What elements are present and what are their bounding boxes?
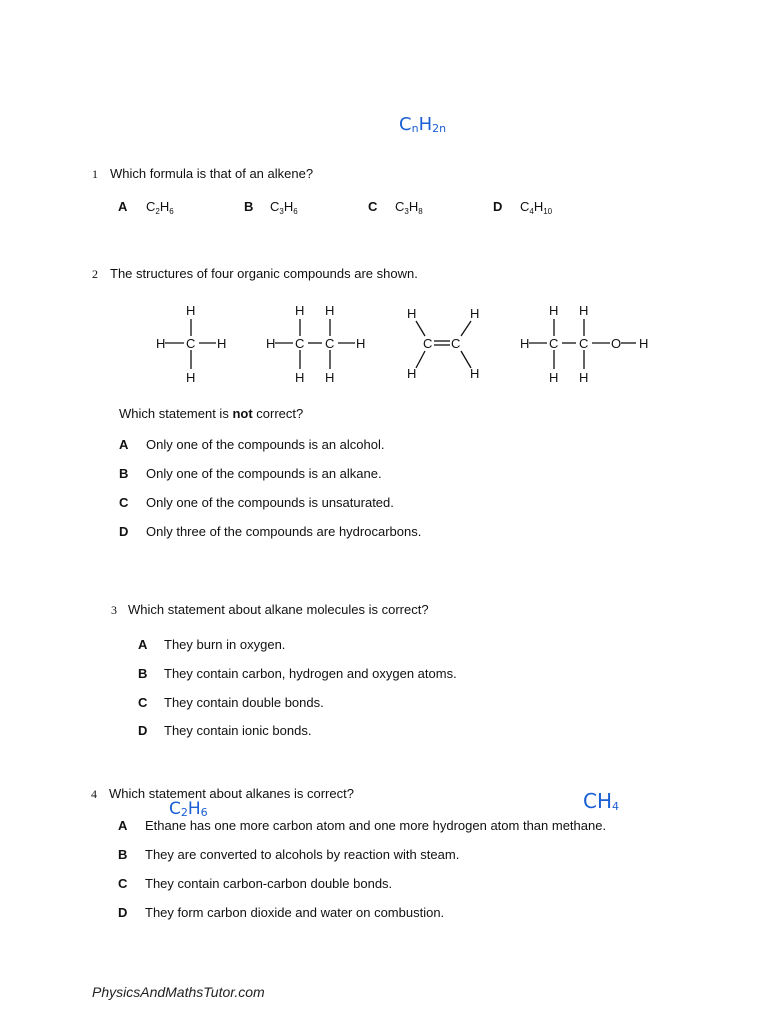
ethane-h-top-1: H	[295, 303, 305, 318]
q3-option-a-text: They burn in oxygen.	[164, 637, 286, 652]
q4-option-c-letter: C	[118, 876, 128, 891]
q3-option-a-letter: A	[138, 637, 148, 652]
question-3-number: 3	[111, 603, 117, 617]
ethane-c-2: C	[325, 336, 335, 351]
q3-option-b-text: They contain carbon, hydrogen and oxygen atoms.	[164, 666, 457, 681]
q4-option-c-text: They contain carbon-carbon double bonds.	[145, 876, 393, 891]
q2-option-d-letter: D	[119, 524, 129, 539]
footer-site-name: PhysicsAndMathsTutor.com	[92, 984, 265, 1000]
ethane-h-top-2: H	[325, 303, 335, 318]
q1-option-c-formula: $C_3H_8$	[395, 199, 423, 216]
handwritten-general-formula	[399, 114, 446, 135]
q2-option-c-text: Only one of the compounds is unsaturated.	[146, 495, 394, 510]
q4-option-d-letter: D	[118, 905, 128, 920]
ethanol-h-left: H	[520, 336, 530, 351]
ethane-c-1: C	[295, 336, 305, 351]
q3-option-d-text: They contain ionic bonds.	[164, 723, 312, 738]
question-2-text: The structures of four organic compounds are shown.	[110, 266, 418, 281]
ethene-h-bottom-right: H	[470, 366, 480, 381]
q1-option-d-formula: $C_4H_{10}$	[520, 199, 553, 216]
ethene-h-top-right: H	[470, 306, 480, 321]
q3-option-b-letter: B	[138, 666, 148, 681]
ethanol-h-top-1: H	[549, 303, 559, 318]
question-1-text: Which formula is that of an alkene?	[110, 166, 314, 181]
ethene-h-bottom-left: H	[407, 366, 417, 381]
q3-option-c-text: They contain double bonds.	[164, 695, 324, 710]
q1-option-d-letter: D	[493, 199, 503, 214]
q4-option-d-text: They form carbon dioxide and water on combustion.	[145, 905, 445, 920]
ethane-h-left: H	[266, 336, 276, 351]
q1-option-b-formula: $C_3H_6$	[270, 199, 298, 216]
methane-c: C	[186, 336, 196, 351]
q2-option-d-text: Only three of the compounds are hydrocarbons.	[146, 524, 422, 539]
q4-option-a-letter: A	[118, 818, 128, 833]
ethanol-h-right: H	[639, 336, 649, 351]
ethanol-c-2: C	[579, 336, 589, 351]
q2-option-a-letter: A	[119, 437, 129, 452]
structures-figure	[140, 298, 680, 390]
q2-option-c-letter: C	[119, 495, 129, 510]
handwritten-ethane-note: $C_2H_6$	[169, 799, 208, 819]
question-1-number: 1	[92, 167, 98, 181]
q1-option-c-letter: C	[368, 199, 378, 214]
handwritten-text: $C_nH_{2n}$	[399, 114, 447, 135]
ethene-h-top-left: H	[407, 306, 417, 321]
question-2-number: 2	[92, 267, 98, 281]
q1-option-a-formula: $C_2H_6$	[146, 199, 174, 216]
q4-option-a-text: Ethane has one more carbon atom and one more hydrogen atom than methane.	[145, 818, 607, 833]
question-4-text: Which statement about alkanes is correct?	[109, 786, 354, 801]
ethane-h-right: H	[356, 336, 366, 351]
ethane-h-bottom-2: H	[325, 370, 335, 385]
q4-option-b-letter: B	[118, 847, 128, 862]
methane-h-top: H	[186, 303, 196, 318]
q2-option-b-text: Only one of the compounds is an alkane.	[146, 466, 382, 481]
q2-option-b-letter: B	[119, 466, 129, 481]
question-2-stem: Which statement is not correct?	[119, 406, 304, 421]
ethane-h-bottom-1: H	[295, 370, 305, 385]
q3-option-d-letter: D	[138, 723, 148, 738]
question-4-number: 4	[91, 787, 97, 801]
methane-h-left: H	[156, 336, 166, 351]
ethanol-h-bottom-2: H	[579, 370, 589, 385]
methane-h-bottom: H	[186, 370, 196, 385]
handwritten-methane-note: $CH_4$	[583, 789, 620, 813]
ethanol-h-bottom-1: H	[549, 370, 559, 385]
question-3-text: Which statement about alkane molecules is correct?	[128, 602, 429, 617]
q1-option-a-letter: A	[118, 199, 128, 214]
ethanol-o: O	[611, 336, 622, 351]
ethanol-h-top-2: H	[579, 303, 589, 318]
q2-option-a-text: Only one of the compounds is an alcohol.	[146, 437, 385, 452]
ethanol-c-1: C	[549, 336, 559, 351]
ethene-c-2: C	[451, 336, 461, 351]
q3-option-c-letter: C	[138, 695, 148, 710]
emphasis-not: not	[232, 406, 253, 421]
methane-h-right: H	[217, 336, 227, 351]
q4-option-b-text: They are converted to alcohols by reaction with steam.	[145, 847, 460, 862]
ethene-c-1: C	[423, 336, 433, 351]
q1-option-b-letter: B	[244, 199, 254, 214]
